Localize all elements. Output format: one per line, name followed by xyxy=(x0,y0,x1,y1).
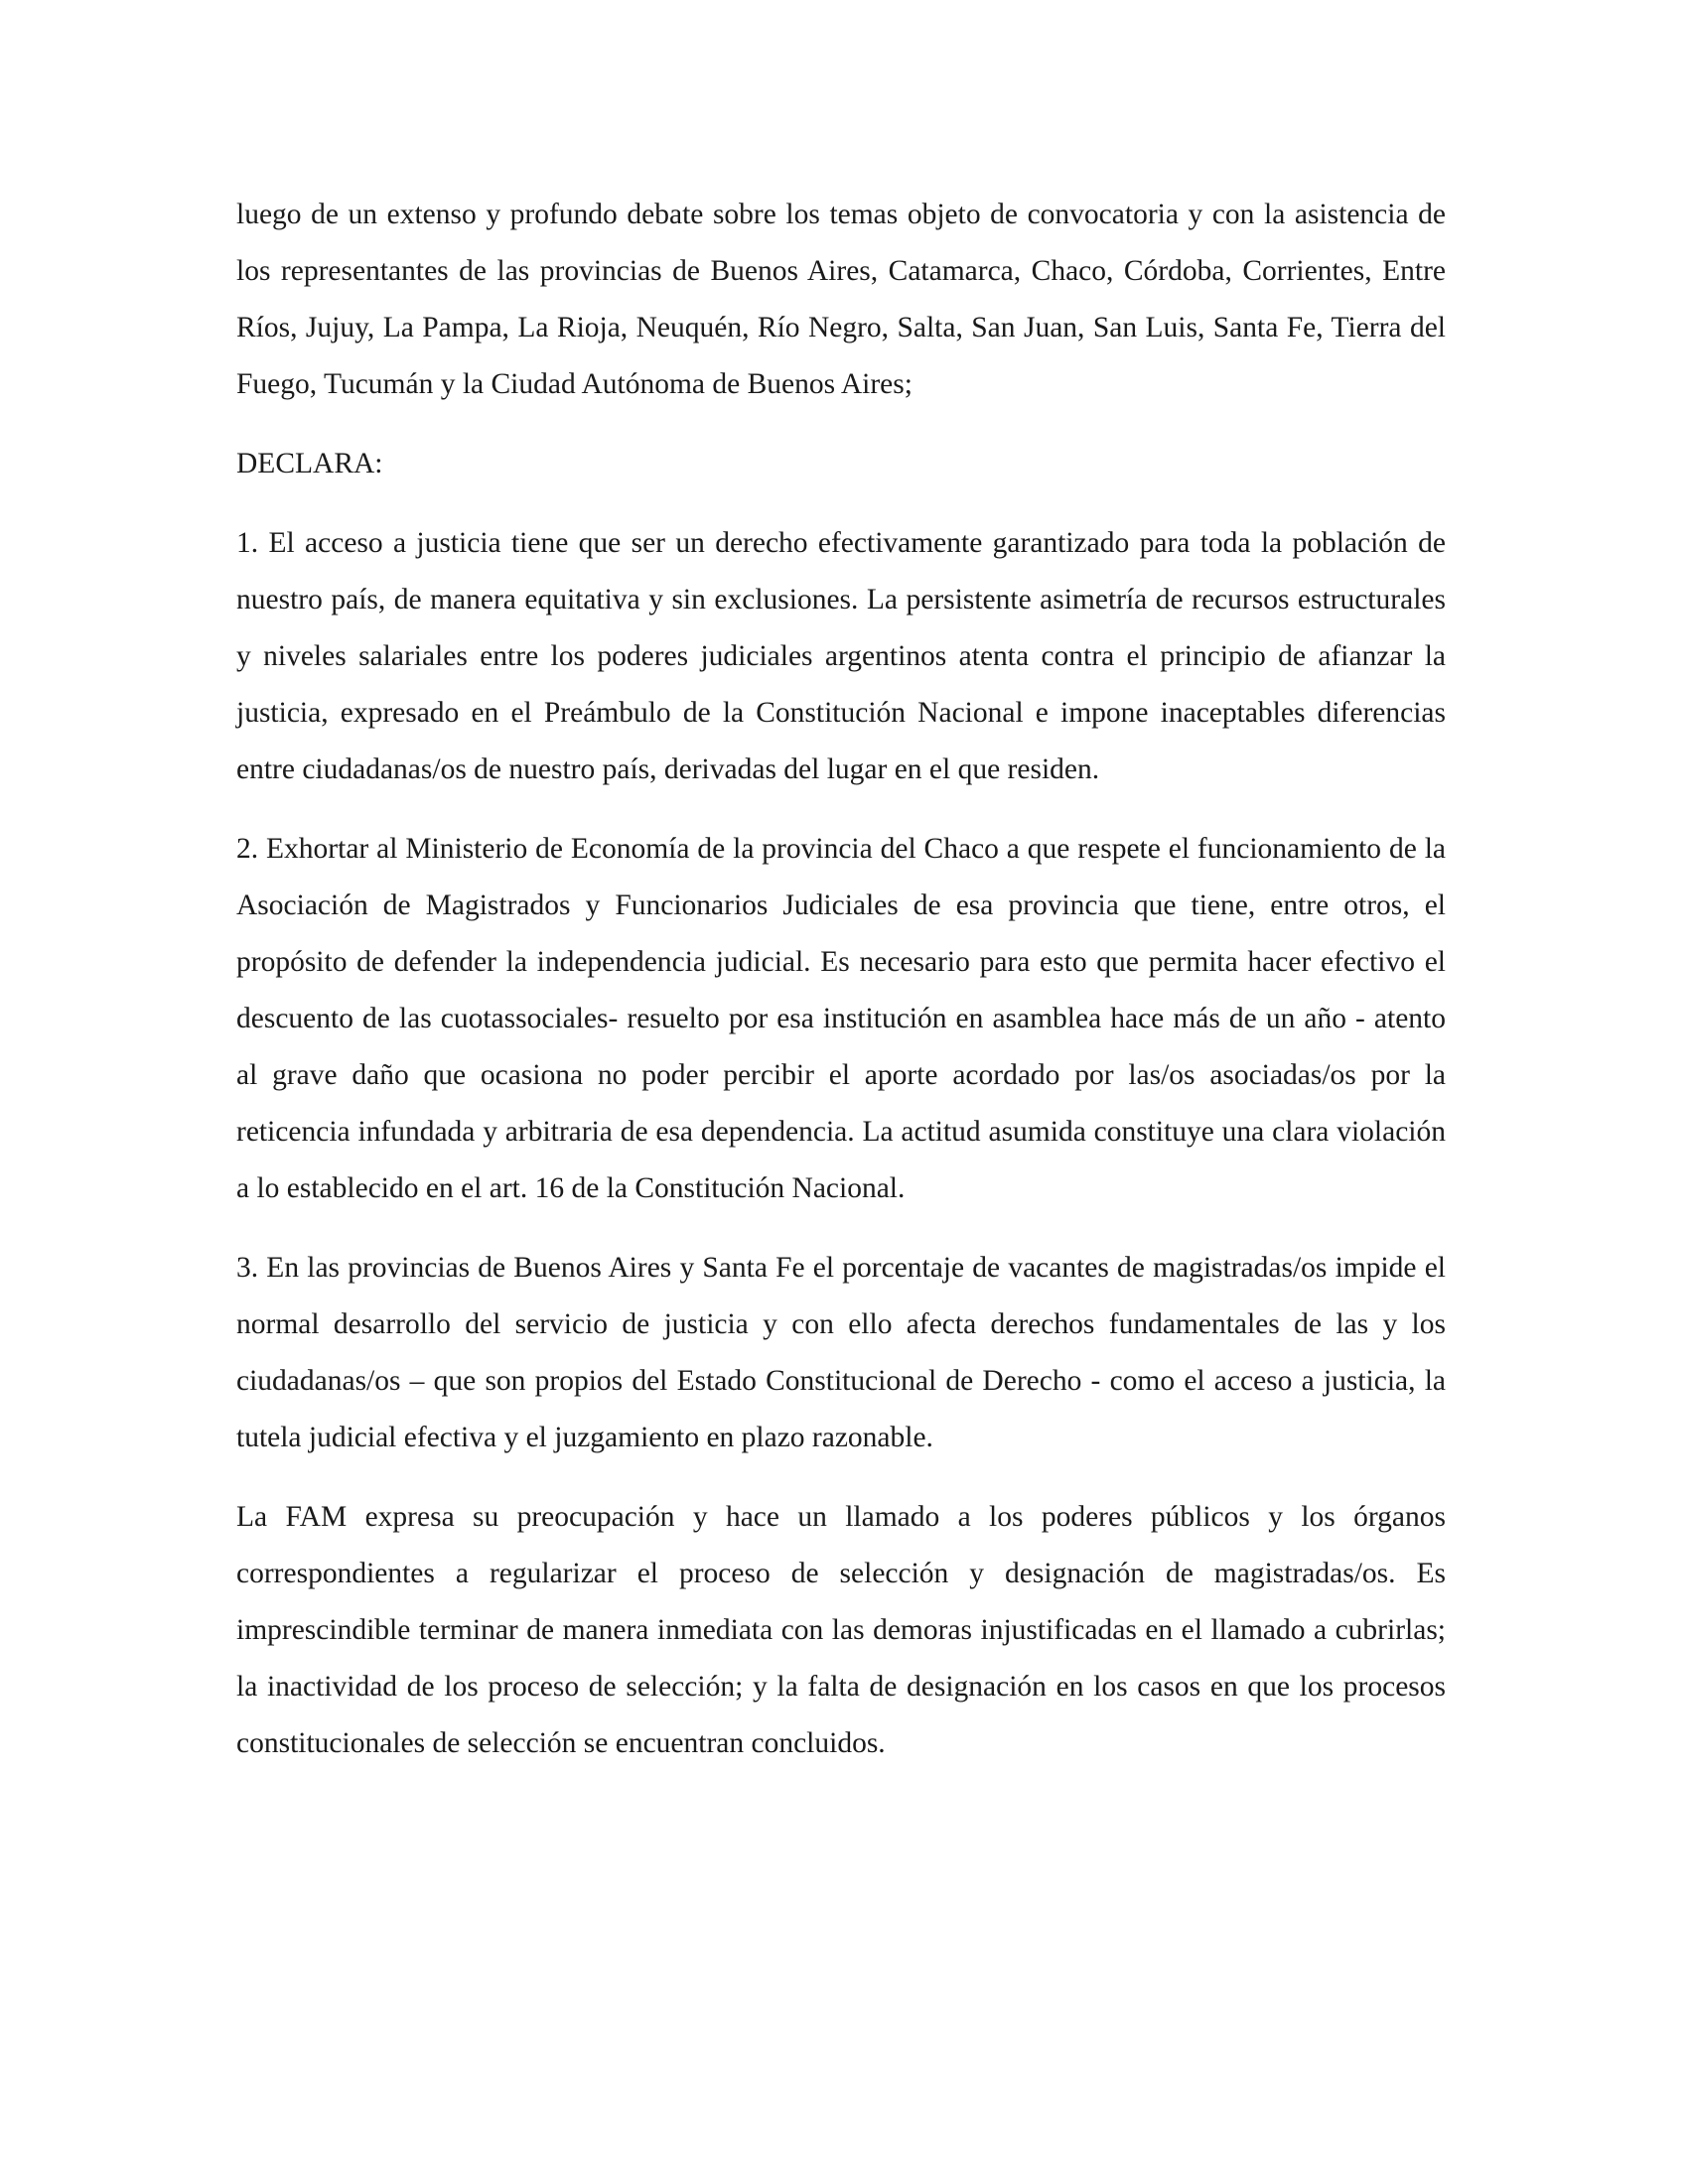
document-body xyxy=(236,187,1446,1795)
point-1-paragraph: 1. El acceso a justicia tiene que ser un derecho efectivamente garantizado para toda la población de nuestro país, de manera equitativa y sin exclusiones. La persistente asimetría de recursos estructurales y niveles salariales entre los poderes judiciales argentinos atenta contra el principio de afianzar la justicia, expresado en el Preámbulo de la Constitución Nacional e impone inaceptables diferencias entre ciudadanas/os de nuestro país, derivadas del lugar en el que residen. xyxy=(236,527,1446,785)
point-2-paragraph: 2. Exhortar al Ministerio de Economía de la provincia del Chaco a que respete el funcionamiento de la Asociación de Magistrados y Funcionarios Judiciales de esa provincia que tiene, entre otros, el propósito de defender la independencia judicial. Es necesario para esto que permita hacer efectivo el descuento de las cuotassociales- resuelto por esa institución en asamblea hace más de un año - atento al grave daño que ocasiona no poder percibir el aporte acordado por las/os asociadas/os por la reticencia infundada y arbitraria de esa dependencia. La actitud asumida constituye una clara violación a lo establecido en el art. 16 de la Constitución Nacional. xyxy=(236,833,1446,1204)
intro-paragraph: luego de un extenso y profundo debate sobre los temas objeto de convocatoria y con la asistencia de los representantes de las provincias de Buenos Aires, Catamarca, Chaco, Córdoba, Corrientes, Entre Ríos, Jujuy, La Pampa, La Rioja, Neuquén, Río Negro, Salta, San Juan, San Luis, Santa Fe, Tierra del Fuego, Tucumán y la Ciudad Autónoma de Buenos Aires; xyxy=(236,199,1446,400)
fam-paragraph: La FAM expresa su preocupación y hace un llamado a los poderes públicos y los órganos correspondientes a regularizar el proceso de selección y designación de magistradas/os. Es imprescindible terminar de manera inmediata con las demoras injustificadas en el llamado a cubrirlas; la inactividad de los proceso de selección; y la falta de designación en los casos en que los procesos constitucionales de selección se encuentran concluidos. xyxy=(236,1501,1446,1759)
point-3-paragraph: 3. En las provincias de Buenos Aires y Santa Fe el porcentaje de vacantes de magistradas/os impide el normal desarrollo del servicio de justicia y con ello afecta derechos fundamentales de las y los ciudadanas/os – que son propios del Estado Constitucional de Derecho - como el acceso a justicia, la tutela judicial efectiva y el juzgamiento en plazo razonable. xyxy=(236,1252,1446,1453)
declara-heading: DECLARA: xyxy=(236,448,383,479)
